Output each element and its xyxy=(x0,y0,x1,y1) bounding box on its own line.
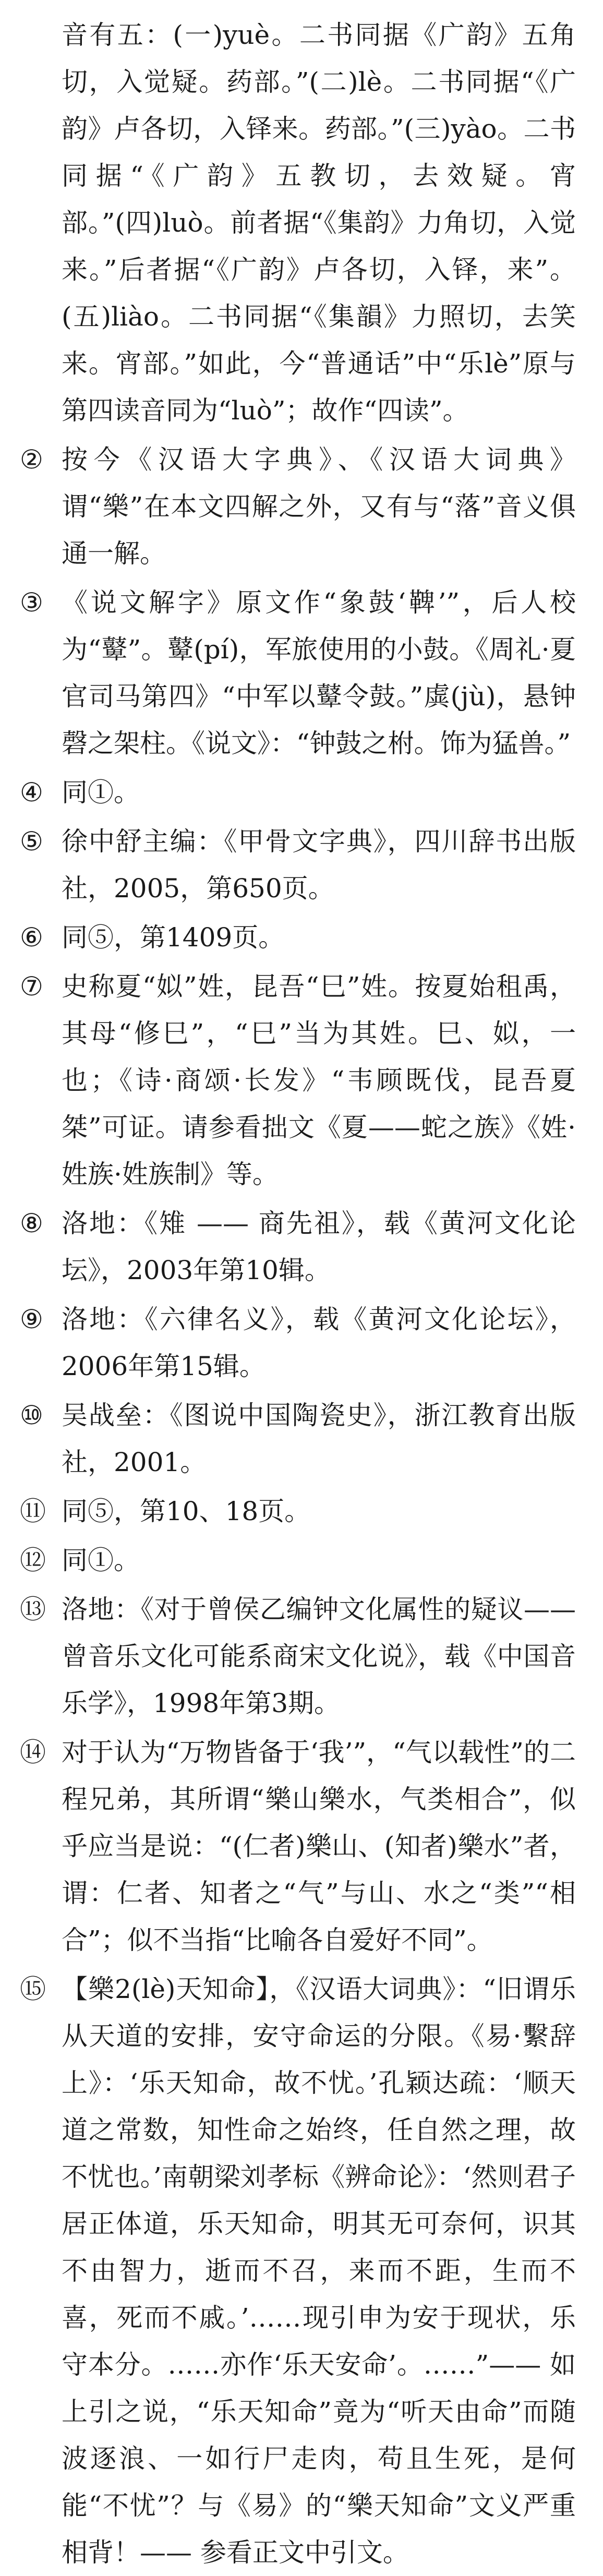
footnote-text: 按今《汉语大字典》、《汉语大词典》谓“樂”在本文四解之外，又有与“落”音义俱通一解。 xyxy=(62,444,576,569)
footnote-number: ⑮ xyxy=(20,1974,46,2004)
footnote-number: ⑩ xyxy=(20,1400,43,1430)
footnote-text: 《说文解字》原文作“象鼓‘鞞’”，后人校为“鼙”。鼙(pí)，军旅使用的小鼓。《周礼·夏官司马第四》“中军以鼙令鼓。”虡(jù)，悬钟磬之架柱。《说文》：“钟鼓之柎。饰为猛兽。” xyxy=(62,587,576,759)
footnote-text: 同⑤，第10、18页。 xyxy=(62,1496,311,1526)
footnote-number: ⑥ xyxy=(20,922,43,953)
footnote-item xyxy=(20,963,576,1198)
footnote-text: 徐中舒主编：《甲骨文字典》，四川辞书出版社，2005，第650页。 xyxy=(62,826,576,904)
footnote-text: 同①。 xyxy=(62,1545,140,1575)
footnote-number: ⑬ xyxy=(20,1594,46,1624)
footnote-item xyxy=(20,579,576,767)
footnote-text: 洛地：《雉 —— 商先祖》，载《黄河文化论坛》，2003年第10辑。 xyxy=(62,1208,576,1285)
footnote-number: ⑤ xyxy=(20,826,43,857)
footnote-number: ⑪ xyxy=(20,1496,46,1526)
footnote-item xyxy=(20,818,576,912)
footnote-text: 对于认为“万物皆备于‘我’”，“气以载性”的二程兄弟，其所谓“樂山樂水，气类相合”，似乎应当是说：“(仁者)樂山、(知者)樂水”者，谓：仁者、知者之“气”与山、水之“类”“相合”；似不当指“比喻各自爱好不同”。 xyxy=(62,1737,576,1955)
footnote-item xyxy=(20,1729,576,1964)
footnote-item xyxy=(20,914,576,961)
footnote-text: 同①。 xyxy=(62,777,140,808)
footnote-item xyxy=(20,436,576,577)
footnote-number: ③ xyxy=(20,587,43,618)
footnote-number: ⑫ xyxy=(20,1545,46,1575)
footnote-text: 同⑤，第1409页。 xyxy=(62,922,285,953)
footnote-item xyxy=(20,1200,576,1294)
note-1-continuation: 音有五：(一)yuè。二书同据《广韵》五角切，入觉疑。药部。”(二)lè。二书同据“《广韵》卢各切，入铎来。药部。”(三)yào。二书同据“《广韵》五教切，去效疑。宵部。”(四)luò。前者据“《集韵》力角切，入觉来。”后者据“《广韵》卢各切，入铎，来”。(五)liào。二书同据“《集韻》力照切，去笑来。宵部。”如此，今“普通话”中“乐lè”原与第四读音同为“luò”；故作“四读”。 xyxy=(62,20,576,426)
footnote-number: ⑨ xyxy=(20,1304,43,1334)
footnote-text: 吴战垒：《图说中国陶瓷史》，浙江教育出版社，2001。 xyxy=(62,1400,576,1477)
footnote-number: ⑦ xyxy=(20,971,43,1002)
footnote-item xyxy=(20,1966,576,2576)
footnote-number: ② xyxy=(20,444,43,475)
footnote-item xyxy=(20,769,576,816)
footnote-number: ⑧ xyxy=(20,1208,43,1238)
footnote-list xyxy=(20,436,576,2576)
footnote-text: 【樂2(lè)天知命】，《汉语大词典》：“旧谓乐从天道的安排，安守命运的分限。《易·繫辞上》：‘乐天知命，故不忧。’孔颖达疏：‘顺天道之常数，知性命之始终，任自然之理，故不忧也。’南朝梁刘孝标《辨命论》：‘然则君子居正体道，乐天知命，明其无可奈何，识其不由智力，逝而不召，来而不距，生而不喜，死而不戚。’……现引申为安于现状，乐守本分。……亦作‘乐天安命’。……”—— 如上引之说，“乐天知命”竟为“听天由命”而随波逐浪、一如行尸走肉，苟且生死，是何能“不忧”？与《易》的“樂天知命”文义严重相背！—— 参看正文中引文。 xyxy=(62,1974,576,2568)
footnote-text: 史称夏“姒”姓，昆吾“巳”姓。按夏始租禹，其母“修巳”，“巳”当为其姓。巳、姒，一也；《诗·商颂·长发》“韦顾既伐，昆吾夏桀”可证。请参看拙文《夏——蛇之族》《姓·姓族·姓族制》等。 xyxy=(62,971,576,1189)
footnote-number: ④ xyxy=(20,777,43,808)
footnote-text: 洛地：《对于曾侯乙编钟文化属性的疑议——曾音乐文化可能系商宋文化说》，载《中国音乐学》，1998年第3期。 xyxy=(62,1594,576,1718)
footnote-item xyxy=(20,1392,576,1486)
footnote-item xyxy=(20,1488,576,1535)
footnote-number: ⑭ xyxy=(20,1737,46,1767)
footnote-item xyxy=(20,1296,576,1390)
footnote-text: 洛地：《六律名义》，载《黄河文化论坛》，2006年第15辑。 xyxy=(62,1304,576,1381)
footnote-item xyxy=(20,1586,576,1727)
footnote-item xyxy=(20,1537,576,1584)
